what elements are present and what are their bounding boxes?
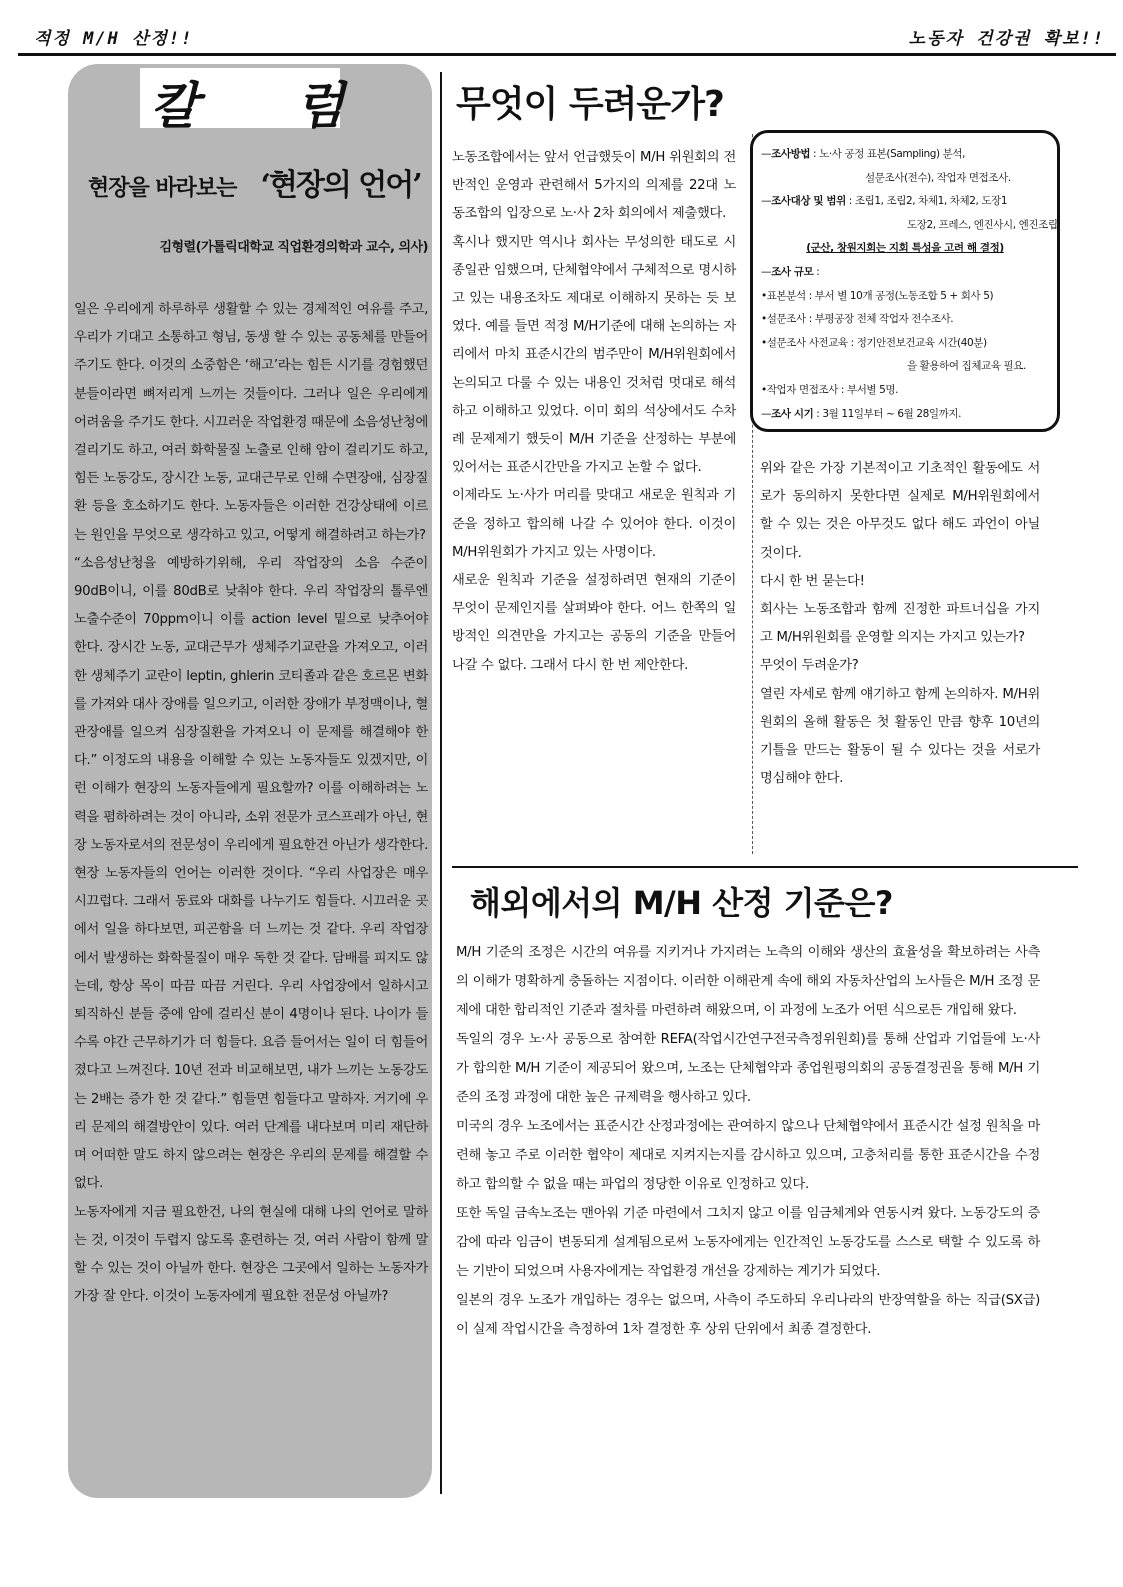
info-method-label: 조사방법	[771, 148, 811, 160]
info-sample: •표본분석 : 부서 별 10개 공정(노동조합 5 + 회사 5)	[761, 289, 994, 302]
info-method: —조사방법 : 노·사 공정 표본(Sampling) 분석,	[761, 148, 966, 160]
section-divider	[452, 866, 1078, 868]
column-paragraph: 노동자에게 지금 필요한건, 나의 현실에 대해 나의 언어로 말하는 것, 이것이 두렵지 않도록 훈련하는 것, 여러 사람이 함께 말할 수 있는 것이 아닐까 한다. 현장은 그곳에서 일하는 노동자가 가장 잘 안다. 이것이 노동자에게 필요한 전문성 아닐까?	[74, 1204, 428, 1305]
info-method-cont: 설문조사(전수), 작업자 면접조사.	[865, 171, 1011, 184]
article2-paragraph: 또한 독일 금속노조는 맨아워 기준 마련에서 그치지 않고 이를 임금체계와 연동시켜 왔다. 노동강도의 증감에 따라 임금이 변동되게 설계됨으로써 노동자에게는 인간적인 노동강도를 스스로 택할 수 있도록 하는 기반이 되었으며 사용자에게는 작업환경 개선을 강제하는 계기가 되었다.	[456, 1206, 1040, 1279]
header-rule	[18, 53, 1116, 56]
info-target-label: 조사대상 및 범위	[771, 195, 846, 208]
column-subtitle	[88, 160, 428, 204]
article2-paragraph: 미국의 경우 노조에서는 표준시간 산정과정에는 관여하지 않으나 단체협약에서 표준시간 설정 원칙을 마련해 놓고 주로 이러한 협약이 제대로 지켜지는지를 감시하고 있으며, 고충처리를 통한 표준시간을 수정하고 합의할 수 없을 때는 파업의 정당한 이유로 인정하고 있다.	[456, 1119, 1040, 1192]
article1-paragraph: 새로운 원칙과 기준을 설정하려면 현재의 기준이 무엇이 문제인지를 살펴봐야 한다. 어느 한쪽의 일방적인 의견만을 가지고는 공동의 기준을 만들어 나갈 수 없다. 그래서 다시 한 번 제안한다.	[452, 573, 736, 673]
article1-paragraph: 노동조합에서는 앞서 언급했듯이 M/H 위원회의 전반적인 운영과 관련해서 5가지의 의제를 22대 노동조합의 입장으로 노·사 2차 회의에서 제출했다.	[452, 150, 736, 222]
article1-paragraph: 혹시나 했지만 역시나 회사는 무성의한 태도로 시종일관 임했으며, 단체협약에서 구체적으로 명시하고 있는 내용조차도 제대로 이해하지 못하는 듯 보였다. 예를 들면 적정 M/H기준에 대해 논의하는 자리에서 마치 표준시간의 범주만이 M/H위원회에서 논의되고 다룰 수 있는 내용인 것처럼 멋대로 해석하고 이해하고 있었다. 이미 회의 석상에서도 수차례 문제제기 했듯이 M/H 기준을 산정하는 부분에 있어서는 표준시간만을 가지고 논할 수 없다.	[452, 234, 736, 476]
article1-paragraph: 회사는 노동조합과 함께 진정한 파트너십을 가지고 M/H위원회를 운영할 의지는 가지고 있는가?	[760, 602, 1040, 646]
column-divider	[440, 72, 442, 1494]
article1-paragraph: 이제라도 노·사가 머리를 맞대고 새로운 원칙과 기준을 정하고 합의해 나갈 수 있어야 한다. 이것이 M/H위원회가 가지고 있는 사명이다.	[452, 488, 736, 560]
article1-body-right	[760, 455, 1040, 793]
info-edu-cont: 을 활용하여 집체교육 필요.	[907, 360, 1026, 373]
column-subtitle-main: ‘현장의 언어’	[260, 168, 421, 203]
article2-paragraph: M/H 기준의 조정은 시간의 여유를 지키거나 가지려는 노측의 이해와 생산의 효율성을 확보하려는 사측의 이해가 명확하게 충돌하는 지점이다. 이러한 이해관계 속에 해외 자동차산업의 노사들은 M/H 조정 문제에 대한 합리적인 기준과 절차를 마련하려 해왔으며, 이 과정에 노조가 어떤 식으로든 개입해 왔다.	[456, 945, 1040, 1018]
info-period: —조사 시기 : 3월 11일부터 ~ 6월 28일까지.	[761, 407, 962, 420]
info-target: —조사대상 및 범위 : 조립1, 조립2, 차체1, 차체2, 도장1	[761, 195, 1008, 208]
column-subtitle-pre: 현장을 바라보는	[88, 176, 237, 201]
article1-title: 무엇이 두려운가?	[456, 84, 724, 125]
article1-body-left	[452, 144, 736, 680]
survey-info-box	[750, 130, 1060, 432]
article1-paragraph: 다시 한 번 묻는다!	[760, 573, 865, 589]
column-body	[74, 296, 428, 1311]
article2-paragraph: 독일의 경우 노·사 공동으로 참여한 REFA(작업시간연구전국측정위원회)를 통해 산업과 기업들에 노·사가 합의한 M/H 기준이 제공되어 왔으며, 노조는 단체협약과 종업원평의회의 공동결정권을 통해 M/H 기준의 조정 과정에 대한 높은 규제력을 행사하고 있다.	[456, 1032, 1040, 1105]
info-scale-label: 조사 규모	[771, 265, 814, 278]
info-interview: •작업자 면접조사 : 부서별 5명.	[761, 383, 899, 396]
page-header	[0, 0, 1123, 58]
article2-body	[456, 938, 1040, 1344]
article1-paragraph: 열린 자세로 함께 얘기하고 함께 논의하자. M/H위원회의 올해 활동은 첫 활동인 만큼 향후 10년의 기틀을 만드는 활동이 될 수 있다는 것을 서로가 명심해야 한다.	[760, 686, 1040, 787]
info-period-label: 조사 시기	[771, 407, 814, 420]
column-label: 칼 럼	[150, 76, 385, 135]
article1-paragraph: 무엇이 두려운가?	[760, 658, 859, 674]
article1-paragraph: 위와 같은 가장 기본적이고 기초적인 활동에도 서로가 동의하지 못한다면 실제로 M/H위원회에서 할 수 있는 것은 아무것도 없다 해도 과언이 아닐 것이다.	[760, 461, 1040, 561]
info-edu: •설문조사 사전교육 : 정기안전보건교육 시간(40분)	[761, 336, 987, 349]
column-paragraph: 일은 우리에게 하루하루 생활할 수 있는 경제적인 여유를 주고, 우리가 기대고 소통하고 형님, 동생 할 수 있는 공동체를 만들어 주기도 한다. 이것의 소중함은 ‘해고’라는 힘든 시기를 경험했던 분들이라면 뼈저리게 느끼는 것들이다. 그러나 일은 우리에게 어려움을 주기도 한다. 시끄러운 작업환경 때문에 소음성난청에 걸리기도 하고, 여러 화학물질 노출로 인해 암이 걸리기도 하고, 힘든 노동강도, 장시간 노동, 교대근무로 인해 수면장애, 심장질환 등을 호소하기도 한다. 노동자들은 이러한 건강상태에 이르는 원인을 무엇으로 생각하고 있고, 어떻게 해결하려고 하는가?	[74, 302, 428, 543]
header-slogan-right: 노동자 건강권 확보!!	[908, 29, 1105, 49]
column-author: 김형렬(가톨릭대학교 직업환경의학과 교수, 의사)	[159, 240, 428, 255]
info-scale: —조사 규모 :	[761, 265, 820, 278]
article2-paragraph: 일본의 경우 노조가 개입하는 경우는 없으며, 사측이 주도하되 우리나라의 반장역할을 하는 직급(SX급)이 실제 작업시간을 측정하여 1차 결정한 후 상위 단위에서 최종 결정한다.	[456, 1293, 1040, 1337]
info-survey: •설문조사 : 부평공장 전체 작업자 전수조사.	[761, 313, 954, 326]
header-slogan-left: 적정 M/H 산정!!	[34, 29, 194, 49]
column-paragraph: “소음성난청을 예방하기위해, 우리 작업장의 소음 수준이 90dB이니, 이를 80dB로 낮춰야 한다. 우리 작업장의 톨루엔 노출수준이 70ppm이니 이를 action level 밑으로 낮추어야 한다. 장시간 노동, 교대근무가 생체주기교란을 가져오고, 이러한 생체주기 교란이 leptin, ghlerin 코티졸과 같은 호르몬 변화를 가져와 대사 장애를 일으키고, 이러한 장애가 부정맥이나, 혈관장애를 일으켜 심장질환을 가져오니 이 문제를 해결해야 한다.” 이정도의 내용을 이해할 수 있는 노동자들도 있겠지만, 이런 이해가 현장의 노동자들에게 필요할까? 이를 이해하려는 노력을 폄하하려는 것이 아니라, 소위 전문가 코스프레가 아닌, 현장 노동자로서의 전문성이 우리에게 필요한건 아닌가 생각한다. 현장 노동자들의 언어는 이러한 것이다. “우리 사업장은 매우 시끄럽다. 그래서 동료와 대화를 나누기도 힘들다. 시끄러운 곳에서 일을 하다보면, 피곤함을 더 느끼는 것 같다. 우리 작업장에서 발생하는 화학물질이 매우 독한 것 같다. 담배를 피지도 않는데, 항상 목이 따끔 따끔 거린다. 우리 사업장에서 일하시고 퇴직하신 분들 중에 암에 걸리신 분이 4명이나 된다. 나이가 들수록 야간 근무하기가 더 힘들다. 요즘 들어서는 일이 더 힘들어졌다고 느껴진다. 10년 전과 비교해보면, 내가 느끼는 노동강도는 2배는 증가 한 것 같다.” 힘들면 힘들다고 말하자. 거기에 우리 문제의 해결방안이 있다. 여러 단계를 내다보며 미리 재단하며 어떠한 말도 하지 않으려는 현장은 우리의 문제를 해결할 수 없다.	[74, 555, 428, 1192]
info-target-cont: 도장2, 프레스, 엔진사시, 엔진조립.	[907, 218, 1061, 231]
article2-title: 해외에서의 M/H 산정 기준은?	[470, 884, 893, 922]
info-target-note: (군산, 창원지회는 지회 특성을 고려 해 결정)	[806, 242, 1004, 255]
